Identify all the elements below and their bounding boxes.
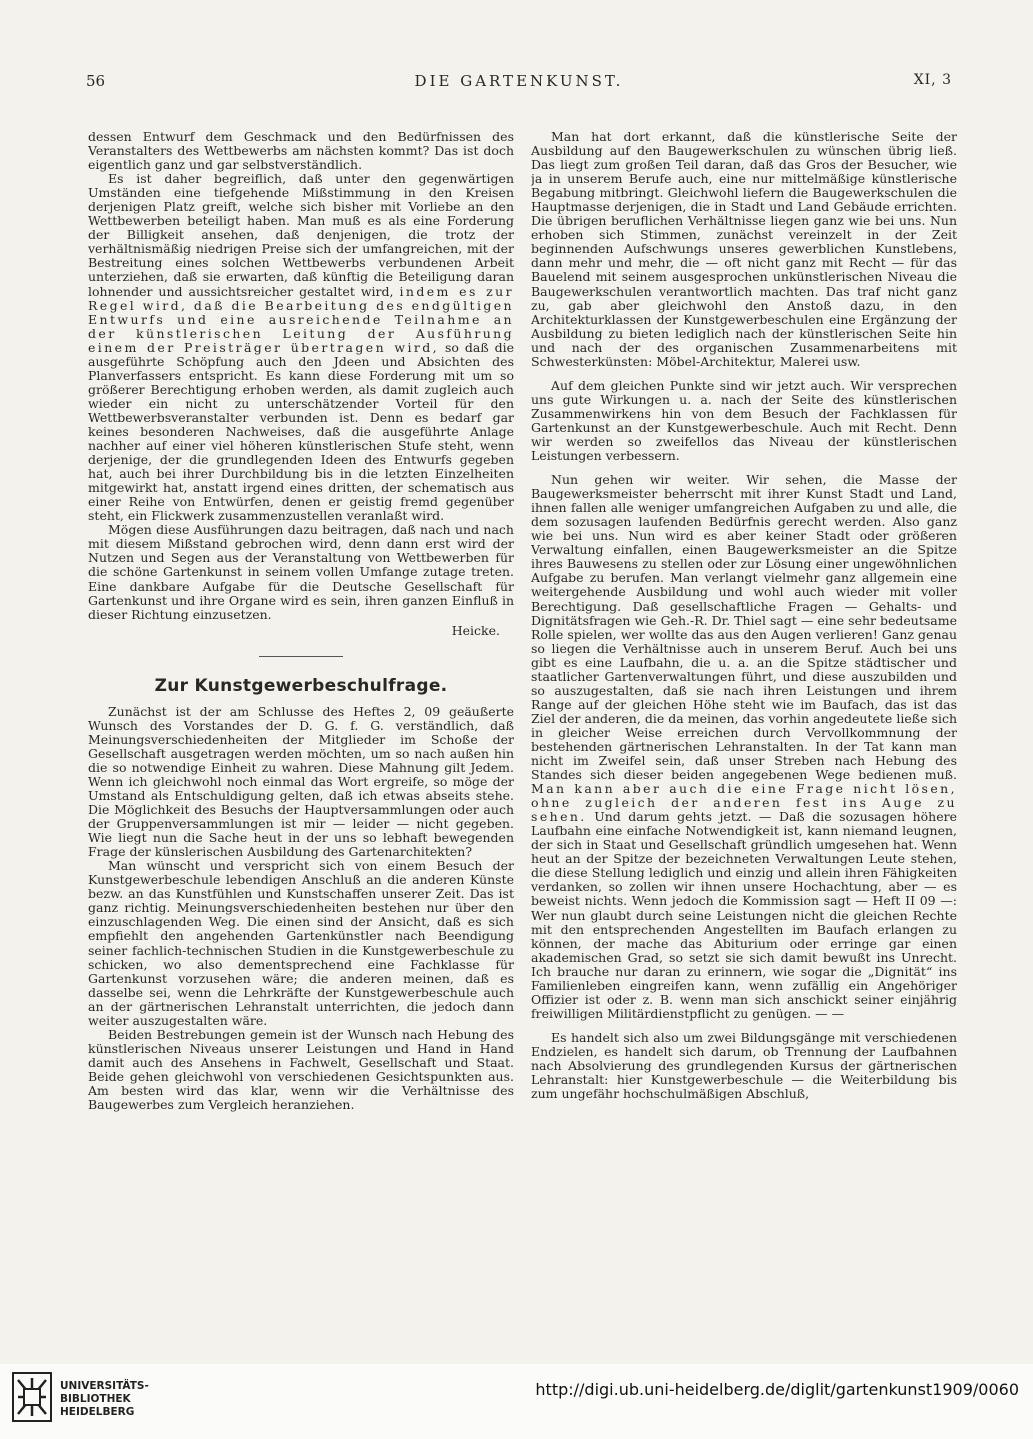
section-divider [259,656,343,657]
signature: Heicke. [451,622,500,638]
paragraph-text: so daß die ausgeführte Schöpfung auch den Jdeen und Absichten des Planverfassers entspricht. Es kann diese Forderung mit um so größerer Berechtigung erhoben werden, als damit zugleich auch wieder ein nicht zu unterschätzender Vorteil für den Wettbewerbsveranstalter verbunden ist. Denn es bedarf gar keines besonderen Nachweises, daß die ausgeführte Anlage nachher auf einer viel höheren künstlerischen Stufe steht, wenn derjenige, der die grundlegenden Ideen des Entwurfs gegeben hat, auch bei ihrer Durchbildung bis in die letzten Einzelheiten mitgewirkt hat, anstatt irgend eines dritten, der schematisch aus einer Reihe von Entwürfen, denen er geistig fremd gegenüber steht, ein Flickwerk zusammenzustellen veranlaßt wird. [88,339,514,524]
university-seal-icon [12,1372,52,1422]
paragraph: Man wünscht und verspricht sich von einem Besuch der Kunstgewerbeschule lebendigen Anschluß an die anderen Künste bezw. an das Kunstfühlen und Kunstschaffen unserer Zeit. Das ist ganz richtig. Meinungsverschiedenheiten bestehen nur über den einzuschlagenden Weg. Die einen sind der Ansicht, daß es sich empfiehlt den angehenden Gartenkünstler nach Beendigung seiner fachlich-technischen Studien in die Kunstgewerbeschule zu schicken, wo also dementsprechend eine Fachklasse für Gartenkunst vorzusehen wäre; die anderen meinen, daß es dasselbe sei, wenn die Lehrkräfte der Kunstgewerbeschule auch an der gärtnerischen Lehranstalt unterrichten, die jedoch dann weiter auszugestalten wäre. [88,858,514,1028]
paragraph: dessen Entwurf dem Geschmack und den Bedürfnissen des Veranstalters des Wettbewerbs am nächsten kommt? Das ist doch eigentlich ganz und gar selbstverständlich. [88,130,514,173]
paragraph [88,172,514,523]
left-column [88,130,514,1290]
paragraph: Es handelt sich also um zwei Bildungsgänge mit verschiedenen Endzielen, es handelt sich darum, ob Trennung der Laufbahnen nach Absolvierung des grundlegenden Kursus der gärtnerischen Lehranstalt: hier Kunstgewerbeschule — die Weiterbildung bis zum ungefähr hochschulmäßigen Abschluß, [531,1029,957,1102]
emphasized-text: indem es zur Regel wird, daß die Bearbeitung des endgültigen Entwurfs und eine ausreichende Teilnahme an der künstlerischen Leitung der Ausführung einem der Preisträger übertragen wird, [88,283,514,355]
paragraph-text: Nun gehen wir weiter. Wir sehen, die Masse der Baugewerksmeister beherrscht mit ihrer Kunst Stadt und Land, ihnen fallen alle weniger umfangreichen Aufgaben zu und alle, die dem sozusagen laufenden Bedürfnis gerecht werden. Also ganz wie bei uns. Nun wird es aber keiner Stadt oder größeren Verwaltung einfallen, einen Baugewerksmeister an die Spitze ihres Bauwesens zu stellen oder zur Lösung einer ungewöhnlichen Aufgabe zu berufen. Man verlangt vielmehr ganz allgemein eine weitergehende Ausbildung und wohl auch wieder mit voller Berechtigung. Daß gesellschaftliche Fragen — Gehalts- und Dignitätsfragen wie Geh.-R. Dr. Thiel sagt — eine sehr bedeutsame Rolle spielen, wer wollte das aus den Augen verlieren! Ganz genau so liegen die Verhältnisse auch in unserem Beruf. Auch bei uns gibt es eine Laufbahn, die u. a. an die Spitze städtischer und staatlicher Gartenverwaltungen führt, und diese auszubilden und so auszugestalten, daß sie nach ihren Leistungen und ihrem Range auf der gleichen Höhe steht wie im Baufach, das ist das Ziel der anderen, die da meinen, das vorhin angedeutete ließe sich in gleicher Weise erreichen durch Vervollkommnung der bestehenden gärtnerischen Lehranstalten. In der Tat kann man nicht im Zweifel sein, daß unser Streben nach Hebung des Standes sich dieser beiden angegebenen Wege bedienen muß. [531,472,957,783]
paragraph: Man hat dort erkannt, daß die künstlerische Seite der Ausbildung auf den Baugewerkschulen zu wünschen übrig ließ. Das liegt zum großen Teil daran, daß das Gros der Besucher, wie ja in unserem Berufe auch, eine nur mittelmäßige künstlerische Begabung mitbringt. Gleichwohl liefern die Baugewerkschulen die Hauptmasse derjenigen, die in Stadt und Land Gebäude errichten. Die übrigen beruflichen Verhältnisse liegen ganz wie bei uns. Nun erhoben sich Stimmen, zunächst vereinzelt in der Zeit beginnenden Aufschwungs unseres gewerblichen Kunstlebens, dann mehr und mehr, die — oft nicht ganz mit Recht — für das Bauelend mit seinem ausgesprochen unkünstlerischen Niveau die Baugewerkschulen verantwortlich machten. Das traf nicht ganz zu, gab aber gleichwohl den Anstoß dazu, in den Architekturklassen der Kunstgewerbeschulen eine Ergänzung der Ausbildung zu bieten lediglich nach der künstlerischen Seite hin und nach der des organischen Zusammenarbeitens mit Schwesterkünsten: Möbel-Architektur, Malerei usw. [531,130,957,369]
issue-number: XI, 3 [913,72,952,88]
paragraph: Auf dem gleichen Punkte sind wir jetzt auch. Wir versprechen uns gute Wirkungen u. a. nach der Seite des künstlerischen Zusammenwirkens hin von dem Besuch der Fachklassen für Gartenkunst an der Kunstgewerbeschule. Auch mit Recht. Denn wir werden so zweifellos das Niveau der künstlerischen Leistungen verbessern. [531,377,957,464]
library-name [60,1380,149,1419]
library-footer [0,1364,1033,1439]
library-line: UNIVERSITÄTS- [60,1380,149,1392]
paragraph: Beiden Bestrebungen gemein ist der Wunsch nach Hebung des künstlerischen Niveaus unserer Leistungen und Hand in Hand damit auch des Ansehens in Fachwelt, Gesellschaft und Staat. Beide gehen gleichwohl von verschiedenen Gesichtspunkten aus. Am besten wird das klar, wenn wir die Verhältnisse des Baugewerbes zum Vergleich heranziehen. [88,1026,514,1113]
paragraph-text: Es ist daher begreiflich, daß unter den gegenwärtigen Umständen eine tiefgehende Mißstimmung in den Kreisen derjenigen Platz greift, welche sich bisher mit Vorliebe an den Wettbewerben beteiligt haben. Man muß es als eine Forderung der Billigkeit ansehen, daß denjenigen, die trotz der verhältnismäßig niedrigen Preise sich der umfangreichen, mit der Bestreitung eines solchen Wettbewerbs verbundenen Arbeit unterziehen, daß sie erwarten, daß künftig die Beteiligung daran lohnender und aussichtsreicher gestaltet wird, [88,171,514,299]
library-line: HEIDELBERG [60,1406,135,1418]
paragraph: Zunächst ist der am Schlusse des Heftes 2, 09 geäußerte Wunsch des Vorstandes der D. G. f. G. verständlich, daß Meinungsverschiedenheiten der Mitglieder im Schoße der Gesellschaft ausgetragen werden möchten, um so nach außen hin die so notwendige Einheit zu wahren. Diese Mahnung gilt Jedem. Wenn ich gleichwohl noch einmal das Wort ergreife, so möge der Umstand als Entschuldigung gelten, daß ich etwas abseits stehe. Die Möglichkeit des Besuchs der Hauptversammlungen oder auch der Gruppenversammlungen ist mir — leider — nicht gegeben. Wie liegt nun die Sache heut in der uns so lebhaft bewegenden Frage der künslerischen Ausbildung des Gartenarchitekten? [88,703,514,860]
paragraph-text: Und darum gehts jetzt. — Daß die sozusagen höhere Laufbahn eine einfache Notwendigkeit ist, kann niemand leugnen, der sich in Staat und Gesellschaft gründlich umgesehen hat. Wenn heut an der Spitze der bezeichneten Verwaltungen Leute stehen, die diese Stellung lediglich und einzig und allein ihren Fähigkeiten verdanken, so zollen wir ihnen unsere Hochachtung, aber — es beweist nichts. Wenn jedoch die Kommission sagt — Heft II 09 —: Wer nun glaubt durch seine Leistungen nicht die gleichen Rechte mit den entsprechenden Angestellten im Baufach erlangen zu können, der mache das Abiturium oder erringe gar einen akademischen Grad, so setzt sie sich damit bewußt ins Unrecht. Ich brauche nur daran zu erinnern, wie sogar die „Dignität“ ins Familienleben eingreifen kann, wenn zufällig ein Angehöriger Offizier ist oder z. B. wenn man sich anschickt seiner einjährig freiwilligen Militärdienstpflicht zu genügen. — — [531,809,957,1021]
source-url-link[interactable]: http://digi.ub.uni-heidelberg.de/diglit/gartenkunst1909/0060 [535,1380,1019,1399]
journal-title: DIE GARTENKUNST. [414,72,624,90]
emphasized-text: Man kann aber auch die eine Frage nicht lösen, ohne zugleich der anderen fest ins Auge zu sehen. [531,781,957,825]
page-header [86,72,952,96]
right-column [531,130,957,1290]
paragraph: Mögen diese Ausführungen dazu beitragen, daß nach und nach mit diesem Mißstand gebrochen wird, denn dann erst wird der Nutzen und Segen aus der Veranstaltung von Wettbewerben für die schöne Gartenkunst in seinem vollen Umfange zutage treten. Eine dankbare Aufgabe für die Deutsche Gesellschaft für Gartenkunst und ihre Organe wird es sein, ihren ganzen Einfluß in dieser Richtung einzusetzen. [88,522,514,622]
paragraph [531,473,957,1021]
library-line: BIBLIOTHEK [60,1393,131,1405]
page-number: 56 [86,72,106,90]
section-heading: Zur Kunstgewerbeschulfrage. [154,675,448,696]
